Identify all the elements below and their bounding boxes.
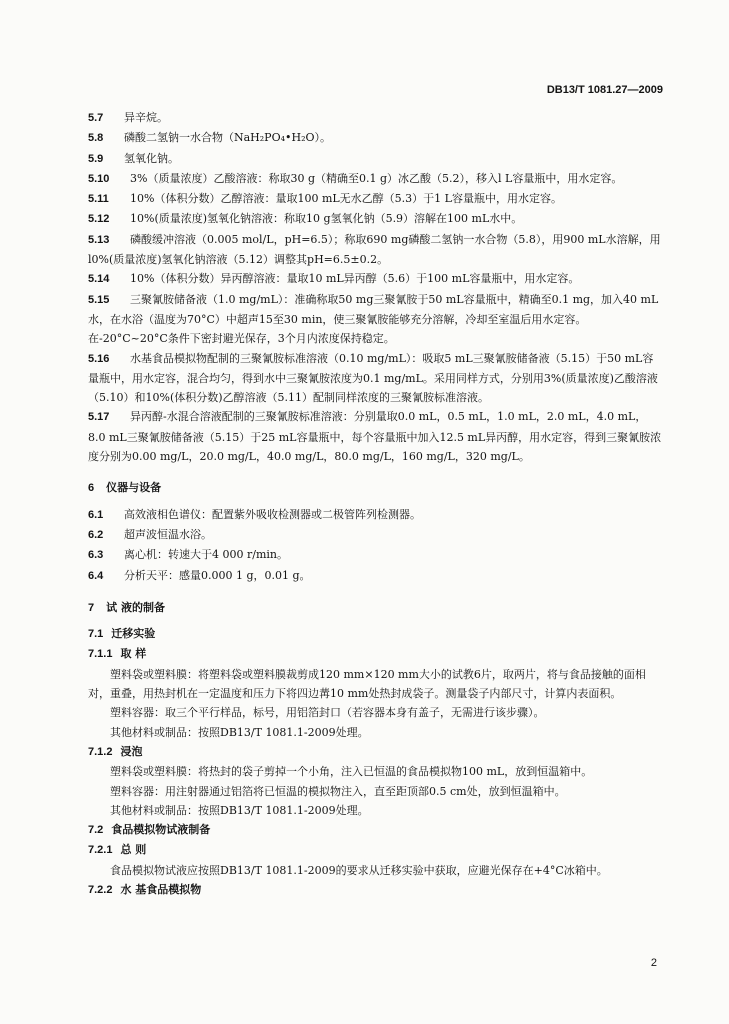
item-text: 10%（体积分数）乙醇溶液：量取100 mL无水乙醇（5.3）于1 L容量瓶中，用水定容。	[130, 192, 562, 206]
item-number: 5.11	[88, 193, 109, 206]
section-heading	[88, 478, 663, 498]
paragraph: 塑料袋或塑料膜：将热封的袋子剪掉一个小角，注入已恒温的食品模拟物100 mL，放到恒温箱中。	[110, 765, 593, 779]
list-item	[88, 407, 663, 466]
subsection-title: 迁移实验	[111, 627, 156, 641]
list-item	[88, 230, 663, 270]
item-text: 磷酸二氢钠一水合物（NaH₂PO₄•H₂O）。	[124, 131, 332, 145]
page-content	[88, 108, 663, 900]
section-number: 7	[88, 601, 95, 614]
subsection-title: 浸泡	[120, 744, 143, 758]
subsection-number: 7.1	[88, 628, 104, 641]
list-item	[88, 128, 663, 148]
list-item	[88, 505, 663, 525]
item-number: 5.10	[88, 172, 110, 185]
section-title: 试 液的制备	[106, 600, 165, 614]
item-number: 5.14	[88, 273, 110, 286]
paragraph: 其他材料或制品：按照DB13/T 1081.1-2009处理。	[110, 803, 369, 817]
item-number: 5.16	[88, 352, 110, 365]
section-heading	[88, 598, 663, 618]
item-number: 5.13	[88, 233, 110, 246]
section-title: 仪器与设备	[106, 481, 162, 495]
item-text: 分析天平：感量0.000 1 g，0.01 g。	[124, 568, 311, 582]
paragraph: 塑料容器：取三个平行样品，标号，用铝箔封口（若容器本身有盖子，无需进行该步骤）。	[110, 706, 545, 720]
subsection-heading	[88, 820, 663, 840]
list-item	[88, 108, 663, 128]
item-text: 水基食品模拟物配制的三聚氰胺标准溶液（0.10 mg/mL）：吸取5 mL三聚氰胺储备液（5.15）于50 mL容量瓶中，用水定容，混合均匀，得到水中三聚氰胺浓度为0.1 mg/mL。采用同样方式，分别用3%(质量浓度)乙酸溶液（5.10）和10%(体积分数)乙醇溶液（5.11）配制同样浓度的三聚氰胺标准溶液。	[88, 351, 658, 405]
item-number: 5.9	[88, 152, 104, 165]
item-number: 5.17	[88, 411, 110, 424]
subsection-number: 7.1.2	[88, 745, 113, 758]
subsection-title: 食品模拟物试液制备	[111, 823, 211, 837]
list-item	[88, 209, 663, 229]
subsection-number: 7.1.1	[88, 648, 113, 661]
list-item	[88, 149, 663, 169]
item-text: 10%(质量浓度)氢氧化钠溶液：称取10 g氢氧化钠（5.9）溶解在100 mL水中。	[130, 212, 523, 226]
subsection-heading	[88, 624, 663, 644]
list-item	[88, 525, 663, 545]
item-number: 6.3	[88, 549, 104, 562]
item-number: 5.7	[88, 112, 104, 124]
item-number: 6.1	[88, 508, 104, 521]
list-item	[88, 189, 663, 209]
paragraph: 食品模拟物试液应按照DB13/T 1081.1-2009的要求从迁移实验中获取，应避光保存在+4°C冰箱中。	[110, 863, 608, 877]
subsection-number: 7.2.2	[88, 883, 113, 896]
item-number: 6.2	[88, 528, 104, 541]
list-item	[88, 545, 663, 565]
paragraph: 其他材料或制品：按照DB13/T 1081.1-2009处理。	[110, 725, 369, 739]
paragraph: 塑料袋或塑料膜：将塑料袋或塑料膜裁剪成120 mm×120 mm大小的试教6片，取两片，将与食品接触的面相对，重叠，用热封机在一定温度和压力下将四边冓10 mm处热封成袋子。测量袋子内部尺寸，计算内表面积。	[88, 667, 646, 701]
subsection-title: 取 样	[120, 647, 147, 661]
standard-header: DB13/T 1081.27—2009	[546, 84, 663, 96]
list-item	[88, 169, 663, 189]
page-number: 2	[650, 957, 657, 969]
paragraph: 塑料容器：用注射器通过铝箔将已恒温的模拟物注入，直至距顶部0.5 cm处，放到恒温箱中。	[110, 784, 566, 798]
item-number: 5.8	[88, 132, 104, 145]
item-number: 6.4	[88, 569, 104, 582]
item-text: 超声波恒温水浴。	[124, 527, 212, 541]
item-text: 异辛烷。	[124, 111, 168, 124]
subsection-number: 7.2.1	[88, 844, 113, 857]
item-number: 5.12	[88, 213, 110, 226]
subsection-heading	[88, 840, 663, 860]
item-text: 磷酸缓冲溶液（0.005 mol/L，pH=6.5）；称取690 mg磷酸二氢钠一水合物（5.8），用900 mL水溶解，用l0%(质量浓度)氢氧化钠溶液（5.12）调整其pH=6.5±0.2。	[88, 232, 661, 267]
subsection-heading	[88, 644, 663, 664]
item-text: 异丙醇-水混合溶液配制的三聚氰胺标准溶液：分别量取0.0 mL，0.5 mL，1.0 mL，2.0 mL，4.0 mL，8.0 mL三聚氰胺储备液（5.15）于25 mL容量瓶中，每个容量瓶中加入12.5 mL异丙醇，用水定容，得到三聚氰胺浓度分别为0.00 mg/L，20.0 mg/L，40.0 mg/L，80.0 mg/L，160 mg/L，320 mg/L。	[88, 410, 662, 464]
subsection-number: 7.2	[88, 824, 104, 837]
item-text: 10%（体积分数）异丙醇溶液：量取10 mL异丙醇（5.6）于100 mL容量瓶中，用水定容。	[130, 272, 580, 286]
item-text: 氢氧化钠。	[124, 151, 179, 165]
list-item	[88, 290, 663, 349]
list-item	[88, 269, 663, 289]
list-item	[88, 566, 663, 586]
subsection-heading	[88, 742, 663, 762]
subsection-heading	[88, 880, 663, 900]
subsection-title: 总 则	[120, 843, 147, 857]
item-text: 离心机：转速大于4 000 r/min。	[124, 548, 288, 562]
section-number: 6	[88, 482, 95, 495]
item-text: 3%（质量浓度）乙酸溶液：称取30 g（精确至0.1 g）冰乙酸（5.2），移入l L容量瓶中，用水定容。	[130, 171, 623, 185]
subsection-title: 水 基食品模拟物	[120, 882, 202, 896]
item-text: 三聚氰胺储备液（1.0 mg/mL）：准确称取50 mg三聚氰胺于50 mL容量瓶中，精确至0.1 mg，加入40 mL水，在水浴（温度为70°C）中超声15至30 min，使三聚氰胺能够充分溶解，冷却至室温后用水定容。在-20°C~20°C条件下密封避光保存，3个月内浓度保持稳定。	[88, 292, 659, 346]
item-text: 高效液相色谱仪：配置紫外吸收检测器或二极管阵列检测器。	[124, 507, 421, 521]
list-item	[88, 349, 663, 408]
item-number: 5.15	[88, 293, 110, 306]
